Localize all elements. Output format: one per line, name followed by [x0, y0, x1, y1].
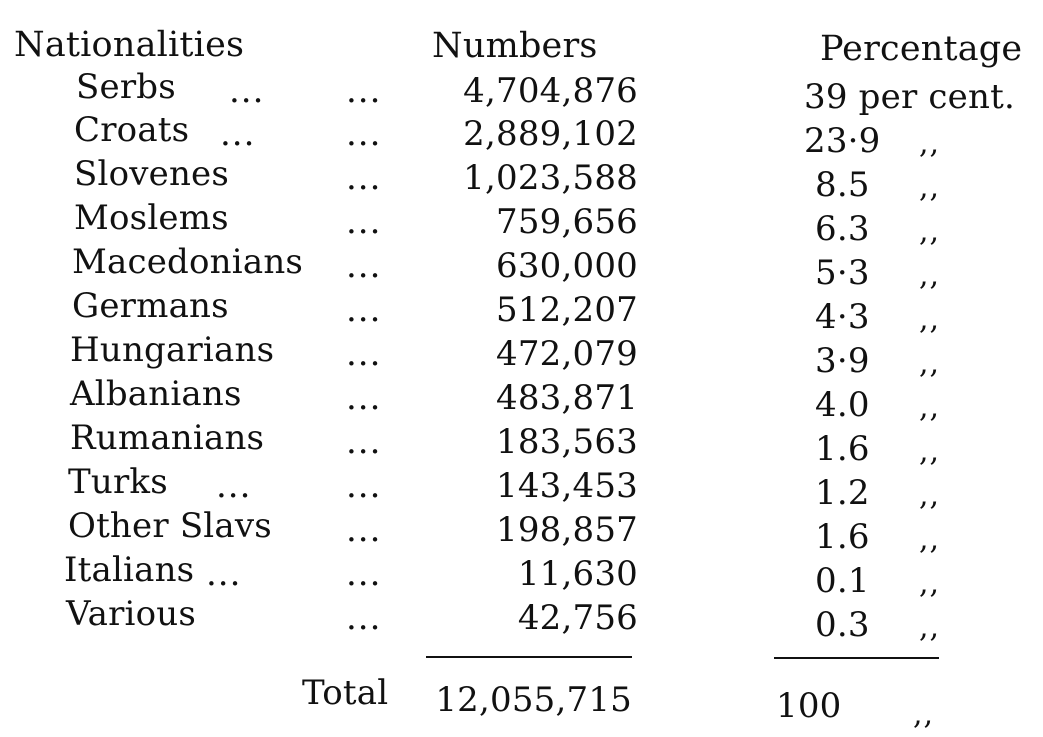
row-name: Albanians	[70, 374, 242, 414]
row-leader: ...	[346, 114, 382, 154]
row-number: 183,563	[496, 422, 638, 462]
row-percentage: 6.3	[815, 209, 870, 249]
row-leader: ...	[206, 554, 242, 594]
total-percentage: 100	[776, 686, 842, 726]
row-leader: ...	[346, 378, 382, 418]
row-leader: ...	[346, 71, 382, 111]
total-number: 12,055,715	[435, 680, 632, 720]
ditto-mark: ,,	[919, 126, 941, 161]
row-name: Croats	[74, 110, 190, 150]
row-name: Germans	[72, 286, 229, 326]
row-percentage: 4.0	[815, 385, 870, 425]
row-number: 143,453	[496, 466, 638, 506]
ditto-mark: ,,	[919, 434, 941, 469]
row-percentage: 0.3	[815, 605, 870, 645]
ditto-mark: ,,	[919, 302, 941, 337]
row-leader: ...	[346, 598, 382, 638]
row-number: 483,871	[496, 378, 638, 418]
row-name: Serbs	[76, 67, 176, 107]
row-name: Various	[66, 594, 197, 634]
ditto-mark: ,,	[919, 214, 941, 249]
row-number: 1,023,588	[463, 158, 638, 198]
row-percentage: 1.6	[815, 429, 870, 469]
row-number: 11,630	[517, 554, 638, 594]
row-leader: ...	[346, 158, 382, 198]
row-number: 42,756	[517, 598, 638, 638]
row-number: 512,207	[496, 290, 638, 330]
row-name: Moslems	[74, 198, 229, 238]
percentage-summary-rule	[774, 657, 939, 659]
row-percentage: 5·3	[815, 253, 870, 293]
ditto-mark: ,,	[919, 258, 941, 293]
total-ditto-mark: ,,	[913, 697, 935, 732]
ditto-mark: ,,	[919, 478, 941, 513]
row-number: 630,000	[496, 246, 638, 286]
row-leader: ...	[346, 554, 382, 594]
row-number: 4,704,876	[463, 71, 638, 111]
ditto-mark: ,,	[919, 346, 941, 381]
row-name: Macedonians	[72, 242, 304, 282]
row-leader: ...	[346, 334, 382, 374]
ditto-mark: ,,	[919, 566, 941, 601]
row-leader: ...	[220, 114, 256, 154]
row-name: Italians	[64, 550, 195, 590]
header-percentage: Percentage	[820, 29, 1023, 69]
row-leader: ...	[229, 71, 265, 111]
row-name: Rumanians	[70, 418, 265, 458]
row-number: 2,889,102	[463, 114, 638, 154]
ditto-mark: ,,	[919, 170, 941, 205]
row-name: Other Slavs	[68, 506, 272, 546]
row-number: 759,656	[496, 202, 638, 242]
row-percentage: 4·3	[815, 297, 870, 337]
row-leader: ...	[346, 466, 382, 506]
row-leader: ...	[346, 422, 382, 462]
row-percentage: 23·9	[804, 121, 881, 161]
total-label: Total	[302, 673, 389, 713]
ditto-mark: ,,	[919, 390, 941, 425]
row-name: Hungarians	[70, 330, 275, 370]
row-percentage: 1.2	[815, 473, 870, 513]
row-name: Turks	[68, 462, 168, 502]
header-nationalities: Nationalities	[14, 25, 245, 65]
numbers-summary-rule	[426, 656, 632, 658]
row-leader: ...	[346, 510, 382, 550]
row-leader: ...	[216, 466, 252, 506]
header-numbers: Numbers	[432, 26, 598, 66]
row-percentage: 39 per cent.	[804, 77, 1015, 117]
row-number: 198,857	[496, 510, 638, 550]
row-percentage: 8.5	[815, 165, 870, 205]
row-percentage: 1.6	[815, 517, 870, 557]
row-leader: ...	[346, 246, 382, 286]
row-percentage: 3·9	[815, 341, 870, 381]
row-leader: ...	[346, 290, 382, 330]
ditto-mark: ,,	[919, 522, 941, 557]
row-name: Slovenes	[74, 154, 230, 194]
row-percentage: 0.1	[815, 561, 870, 601]
row-number: 472,079	[496, 334, 638, 374]
ditto-mark: ,,	[919, 610, 941, 645]
row-leader: ...	[346, 202, 382, 242]
